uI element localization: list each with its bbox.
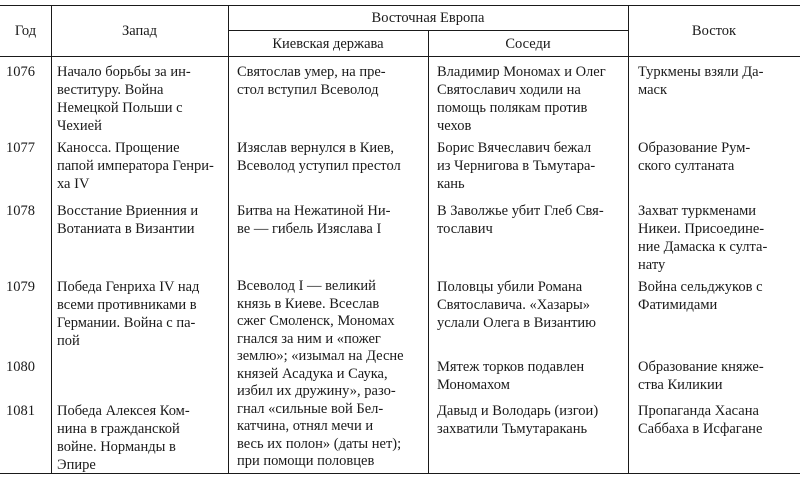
column-divider	[51, 5, 52, 473]
row-west: Восстание Вриенния и Вотаниата в Византии	[57, 203, 199, 237]
row-neighbors: Владимир Мономах и Олег Святославич ходили на помощь полякам против чехов	[437, 64, 606, 134]
header-west: Запад	[121, 23, 158, 39]
row-kiev: Изяслав вернулся в Киев, Всеволод уступил престол	[237, 140, 401, 174]
row-east: Образование княже- ства Киликии	[638, 359, 764, 393]
column-divider	[228, 5, 229, 473]
row-kiev: Святослав умер, на пре- стол вступил Всеволод	[237, 64, 386, 98]
row-year: 1078	[6, 203, 35, 219]
row-year: 1080	[6, 359, 35, 375]
column-divider	[628, 5, 629, 473]
row-east: Пропаганда Хасана Саббаха в Исфагане	[638, 403, 763, 437]
column-divider	[428, 30, 429, 473]
row-east: Образование Рум- ского султаната	[638, 140, 751, 174]
table-top-rule	[0, 5, 800, 6]
row-kiev: Битва на Нежатиной Ни- ве — гибель Изяслава I	[237, 203, 391, 237]
header-east: Восток	[691, 23, 737, 39]
header-neighbors: Соседи	[505, 36, 551, 52]
row-neighbors: Половцы убили Романа Святославича. «Хазары» услали Олега в Византию	[437, 279, 597, 331]
row-west: Победа Алексея Ком- нина в гражданской войне. Норманды в Эпире	[57, 403, 190, 473]
row-neighbors: Мятеж торков подавлен Мономахом	[437, 359, 585, 393]
row-neighbors: В Заволжье убит Глеб Свя- тославич	[437, 203, 604, 237]
row-year: 1081	[6, 403, 35, 419]
row-year: 1077	[6, 140, 35, 156]
row-east: Война сельджуков с Фатимидами	[638, 279, 763, 313]
row-year: 1079	[6, 279, 35, 295]
row-year: 1076	[6, 64, 35, 80]
row-east: Туркмены взяли Да- маск	[638, 64, 764, 98]
row-east: Захват туркменами Никеи. Присоедине- ние Дамаска к султа- нату	[638, 203, 768, 273]
row-neighbors: Давыд и Володарь (изгои) захватили Тьмутаракань	[437, 403, 599, 437]
header-kievan-state: Киевская держава	[272, 36, 384, 52]
header-eastern-europe: Восточная Европа	[371, 10, 485, 26]
header-bottom-rule	[0, 56, 800, 57]
row-kiev-merged: Всеволод I — великий князь в Киеве. Всеслав сжег Смоленск, Мономах гнался за ним и «пожег землю»; «изымал на Десне князей Асадука и Саука, избил их дружину», разо- гнал «сильные вой Бел- катчина, отнял мечи и весь их полон» (даты нет); при помощи половцев	[237, 278, 404, 469]
row-neighbors: Борис Вячеславич бежал из Чернигова в Тьмутара- кань	[437, 140, 596, 192]
row-west: Каносса. Прощение папой императора Генри- ха IV	[57, 140, 214, 192]
row-west: Начало борьбы за ин- веституру. Война Немецкой Польши с Чехией	[57, 64, 191, 134]
row-west: Победа Генриха IV над всеми противниками в Германии. Война с па- пой	[57, 279, 200, 349]
header-year: Год	[14, 23, 37, 39]
